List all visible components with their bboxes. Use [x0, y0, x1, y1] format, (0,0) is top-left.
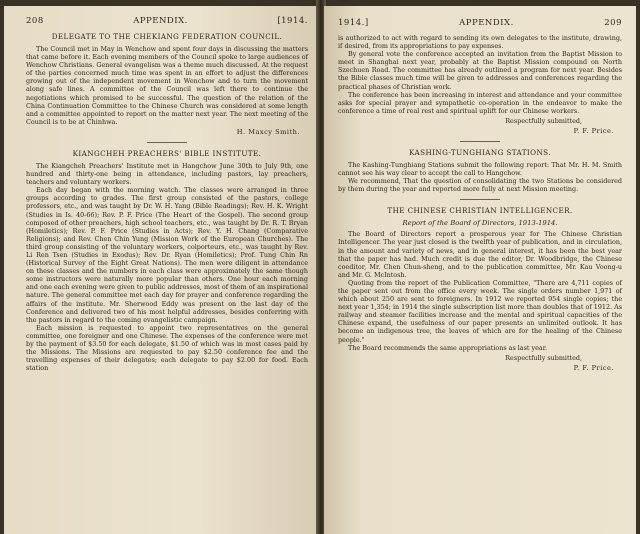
running-head: APPENDIX. [459, 18, 514, 28]
divider [460, 141, 500, 142]
section-heading: KIANGCHEH PREACHERS' BIBLE INSTITUTE. [72, 148, 262, 158]
paragraph: The conference has been increasing in interest and attendance and your committee asks for special prayer and sympathetic co-operation in the endeavor to make the conference a time of real rest and spiritual uplift for our Chinese workers. [338, 90, 622, 115]
paragraph: The Board recommends the same appropriations as last year. [348, 343, 548, 352]
closing-line: Respectfully submitted, [505, 353, 582, 362]
running-head: APPENDIX. [133, 16, 188, 26]
paragraph: We recommend, That the question of consolidating the two Stations be considered by them during the year and reported more fully at next Mission meeting. [338, 177, 622, 194]
closing-line: Respectfully submitted, [505, 116, 582, 125]
section-heading: KASHING-TUNGHIANG STATIONS. [409, 147, 551, 157]
left-page-header [26, 16, 308, 26]
signature: P. F. Price. [573, 126, 614, 135]
paragraph: Each mission is requested to appoint two representatives on the general committee, one foreigner and one Chinese. The expenses of the conference were met by the payment of $3.50 for each delegate, $1.50 of which was in most cases paid by the Missions. The Missions are requested to pay $2.50 conference fee and the travelling expenses of their delegates; each delegate to pay $2.00 for food. Each station [26, 323, 308, 373]
section-body: The Council met in May in Wenchow and spent four days in discussing the matters that came before it. Each evening members of the Council spoke to large audiences of Wenchow Christians. General evangelism was a theme much discussed. At the request of the parties concerned much time was spent in an effort to adjust the differences growing out of the independent movement in Wenchow and to turn the movement along safe lines. A committee of the Council was left there to continue the negotiations which promised to be successful. The question of the relation of the China Continuation Committee to the Chinese Church was considered at some length and a committee appointed to report on the matter next year. The next meeting of the Council is to be at Chinhwa. [26, 45, 308, 126]
section-subheading: Report of the Board of Directors, 1913-1914. [402, 219, 558, 228]
page-number: 209 [604, 18, 622, 28]
paragraph: By general vote the conference accepted an invitation from the Baptist Mission to meet in Shanghai next year, probably at the Baptist Mission compound on North Szechuen Road. The committee has already outlined a program for next year. Besides the Bible classes much time will be given to addresses and conferences regarding the practical phases of Christian work. [338, 50, 622, 91]
paragraph: The Kashing-Tunghiang Stations submit the following report: That Mr. H. M. Smith cannot see his way clear to accept the call to Hangchow. [338, 160, 622, 178]
section-heading: DELEGATE TO THE CHEKIANG FEDERATION COUNCIL. [51, 32, 283, 41]
right-page [324, 6, 636, 534]
signature: H. Maxcy Smith. [236, 127, 300, 136]
paragraph: Each day began with the morning watch. The classes were arranged in three groups according to grades. The first group consisted of the pastors, college professors, etc., and was taught by Dr. W. H. Yang (Bible Readings); Rev. H. K. Wright (Studies in Is. 40-66); Rev. P. F. Price (The Heart of the Gospel). The second group composed of other preachers, high school teachers, etc., was taught by Dr. R. T. Bryan (Homiletics); Rev. P. F. Price (Studies in Acts); Rev. Y. H. Chang (Comparative Religions); and Rev. Chen Chin Yung (Mission Work of the European Churches). The third group consisting of the voluntary workers, colporteurs, etc., was taught by Rev. Li Ren Tsen (Studies in Exodus); Rev. Dr. Ryan (Homiletics); Prof. Tung Chin Rn (Historical Survey of the Eight Great Nations). The men were diligent in attendance on these classes and the numbers in each class were approximately the same though some instructors were naturally more popular than others. One hour each morning and one each evening were given to public addresses, most of them of an inspirational nature. The general committee met each day for prayer and conference regarding the affairs of the institute. Mr. Sherwood Eddy was present on the last day of the Conference and delivered two of his most helpful addresses, besides conferring with the pastors in regard to the coming evangelistic campaign. [26, 186, 308, 324]
paragraph: The Board of Directors report a prosperous year for The Chinese Christian Intelligencer. The year just closed is the twelfth year of publication, and in circulation, in the amount and variety of news, and in general interest, it has been the best year that the paper has had. Much credit is due the editor, Dr. Woodbridge, the Chinese coeditor, Mr. Chen Chun-sheng, and to the publication committee, Mr. Kau Voong-u and Mr. G. McIntosh. [338, 230, 622, 279]
year-mark: [1914. [277, 16, 308, 26]
paragraph: is authorized to act with regard to sending its own delegates to the institute, drawing, if desired, from its appropriations to pay expenses. [338, 34, 622, 51]
divider [460, 199, 500, 200]
paragraph: The Kiangcheh Preachers' Institute met in Hangchow June 30th to July 9th, one hundred and thirty-one being in attendance, including pastors, lay preachers, teachers and voluntary workers. [26, 161, 308, 187]
left-page [4, 6, 318, 534]
page-number: 208 [26, 16, 44, 26]
year-mark: 1914.] [338, 18, 369, 28]
divider [147, 142, 187, 143]
signature: P. F. Price. [573, 363, 614, 372]
section-heading: THE CHINESE CHRISTIAN INTELLIGENCER. [387, 206, 573, 216]
right-page-header [338, 18, 622, 28]
paragraph: Quoting from the report of the Publication Committee, "There are 4,711 copies of the paper sent out from the office every week. The single orders number 1,971 of which about 250 are sent to foreigners. In 1912 we reported 954 single copies; the next year 1,354; in 1914 the single subscription list more than doubles that of 1912. As railway and steamer facilities increase and the mental and spiritual capacities of the Chinese expand, the usefulness of our paper presents an unlimited outlook. It has become an indigenous tree, the leaves of which are for the healing of the Chinese people." [338, 278, 622, 344]
